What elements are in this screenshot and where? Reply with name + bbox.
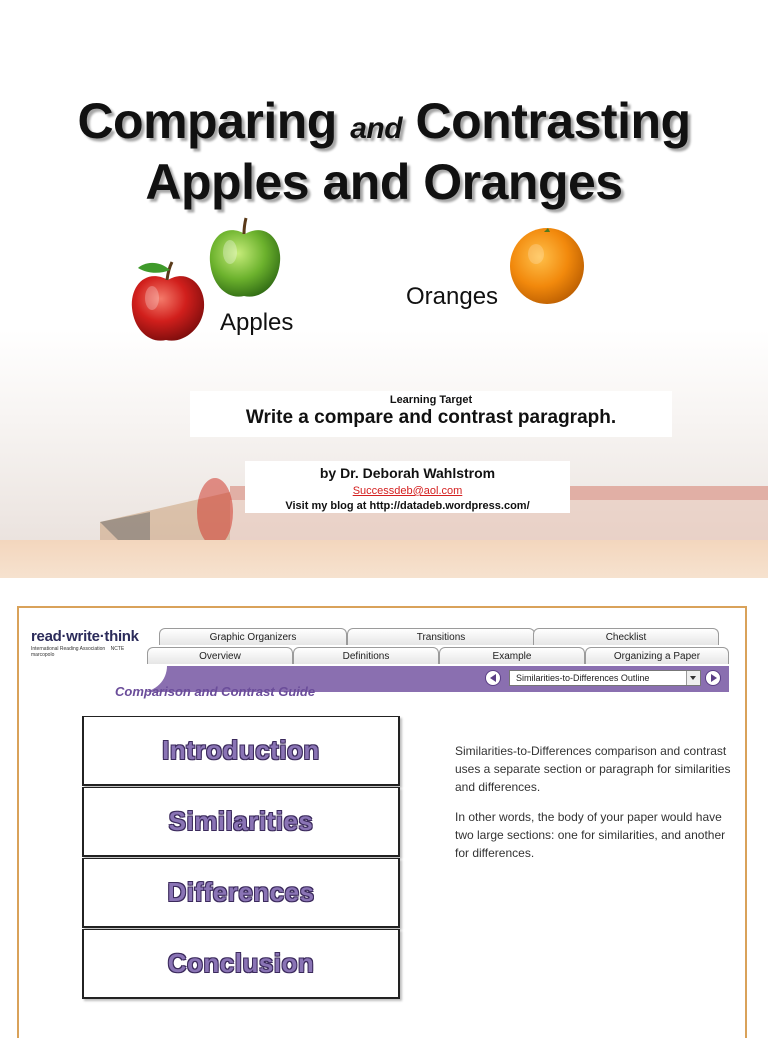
title-word-contrasting: Contrasting <box>415 93 691 149</box>
outline-box-similarities[interactable] <box>82 787 400 857</box>
author-email-link[interactable]: Successdeb@aol.com <box>352 485 463 497</box>
learning-target-text: Write a compare and contrast paragraph. <box>245 407 617 428</box>
outline-description <box>455 742 735 874</box>
outline-stack <box>82 716 400 1000</box>
comparison-guide-screenshot <box>17 606 747 1038</box>
tab-transitions[interactable]: Transitions <box>347 628 535 645</box>
author-name: by Dr. Deborah Wahlstrom <box>319 465 496 481</box>
learning-target-heading: Learning Target <box>389 394 473 406</box>
bottom-band <box>0 540 768 578</box>
author-box <box>245 461 570 513</box>
tab-overview[interactable]: Overview <box>147 647 293 664</box>
logo-partner-marcopolo: marcopolo <box>31 652 55 658</box>
readwritethink-logo <box>31 628 151 658</box>
title-word-comparing: Comparing <box>77 93 337 149</box>
learning-target-box <box>190 391 672 437</box>
outline-box-introduction[interactable] <box>82 716 400 786</box>
title-word-and: and <box>350 112 403 145</box>
tab-example[interactable]: Example <box>439 647 585 664</box>
outline-label: Similarities <box>168 806 314 836</box>
previous-arrow-icon[interactable] <box>485 670 501 686</box>
outline-label: Conclusion <box>167 948 315 978</box>
tab-checklist[interactable]: Checklist <box>533 628 719 645</box>
apples-label: Apples <box>220 309 294 336</box>
author-blog-text: Visit my blog at http://datadeb.wordpress.com/ <box>285 500 530 512</box>
red-apple-image <box>126 258 210 346</box>
slide-title-line1 <box>0 92 768 150</box>
outline-label: Differences <box>167 877 315 907</box>
logo-name: read·write·think <box>31 628 139 645</box>
logo-partners <box>31 646 151 658</box>
tab-graphic-organizers[interactable]: Graphic Organizers <box>159 628 347 645</box>
next-arrow-icon[interactable] <box>705 670 721 686</box>
outline-select-value: Similarities-to-Differences Outline <box>516 673 650 683</box>
tab-organizing-a-paper[interactable]: Organizing a Paper <box>585 647 729 664</box>
orange-image <box>508 224 586 306</box>
oranges-label: Oranges <box>406 283 499 310</box>
outline-box-conclusion[interactable] <box>82 929 400 999</box>
green-apple-image <box>206 216 284 302</box>
description-paragraph-2: In other words, the body of your paper would have two large sections: one for similarities, and another for differences. <box>455 810 726 860</box>
guide-title: Comparison and Contrast Guide <box>115 684 316 699</box>
tab-definitions[interactable]: Definitions <box>293 647 439 664</box>
chevron-down-icon[interactable] <box>686 671 700 685</box>
outline-box-differences[interactable] <box>82 858 400 928</box>
description-paragraph-1: Similarities-to-Differences comparison and contrast uses a separate section or paragraph for similarities and differences. <box>455 744 731 794</box>
outline-label: Introduction <box>162 735 320 765</box>
slide-title-line2: Apples and Oranges <box>145 154 623 210</box>
outline-type-select[interactable] <box>509 670 701 686</box>
logo-partner-ira: International Reading Association <box>31 646 106 652</box>
logo-partner-ncte: NCTE <box>110 646 125 652</box>
